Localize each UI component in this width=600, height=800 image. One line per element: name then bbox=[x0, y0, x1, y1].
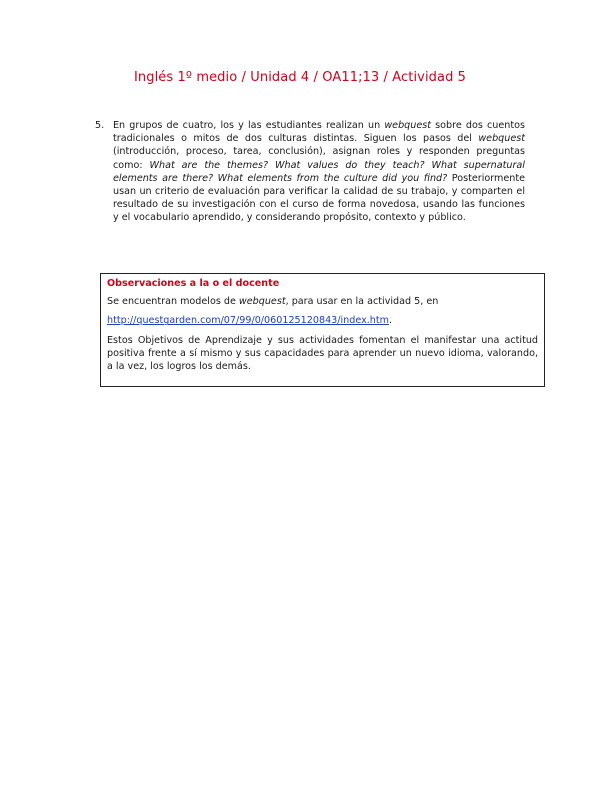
activity-text-part: sobre dos cuentos tradicionales o mitos de dos culturas distintas. Siguen los pasos del bbox=[113, 120, 525, 145]
page-title: Inglés 1º medio / Unidad 4 / OA11;13 / Actividad 5 bbox=[133, 70, 467, 85]
webquest-link[interactable]: http://questgarden.com/07/99/0/060125120843/index.htm bbox=[107, 315, 389, 327]
observations-text-part: Se encuentran modelos de bbox=[107, 296, 239, 308]
activity-text-part: (introducción, proceso, tarea, conclusión), asignan roles y responden preguntas como: bbox=[113, 146, 525, 171]
observations-link-paragraph bbox=[107, 314, 538, 327]
activity-text-part: Posteriormente usan un criterio de evaluación para verificar la calidad de su trabajo, y comparten el resultado de su investigación con el curso de forma novedosa, usando las funciones y el vocabulario aprendido, y considerando propósito, contexto y público. bbox=[113, 172, 525, 224]
activity-emphasis: webquest bbox=[384, 120, 431, 131]
activity-text-part: En grupos de cuatro, los y las estudiantes realizan un bbox=[113, 120, 385, 131]
observations-paragraph bbox=[107, 295, 538, 308]
activity-emphasis: webquest bbox=[478, 133, 525, 145]
teacher-observations-box bbox=[100, 273, 545, 387]
observations-paragraph: Estos Objetivos de Aprendizaje y sus actividades fomentan el manifestar una actitud positiva frente a sí mismo y sus capacidades para aprender un nuevo idioma, valorando, a la vez, los logros los demás. bbox=[107, 334, 538, 373]
activity-item bbox=[95, 119, 525, 225]
activity-text bbox=[113, 119, 525, 225]
activity-questions: What are the themes? What values do they teach? What supernatural elements are there? What elements from the culture did you find? bbox=[113, 159, 525, 184]
activity-number: 5. bbox=[95, 120, 105, 131]
link-period: . bbox=[389, 315, 393, 327]
observations-emphasis: webquest bbox=[238, 296, 286, 308]
observations-text-part: , para usar en la actividad 5, en bbox=[285, 296, 439, 308]
observations-title: Observaciones a la o el docente bbox=[107, 278, 280, 289]
